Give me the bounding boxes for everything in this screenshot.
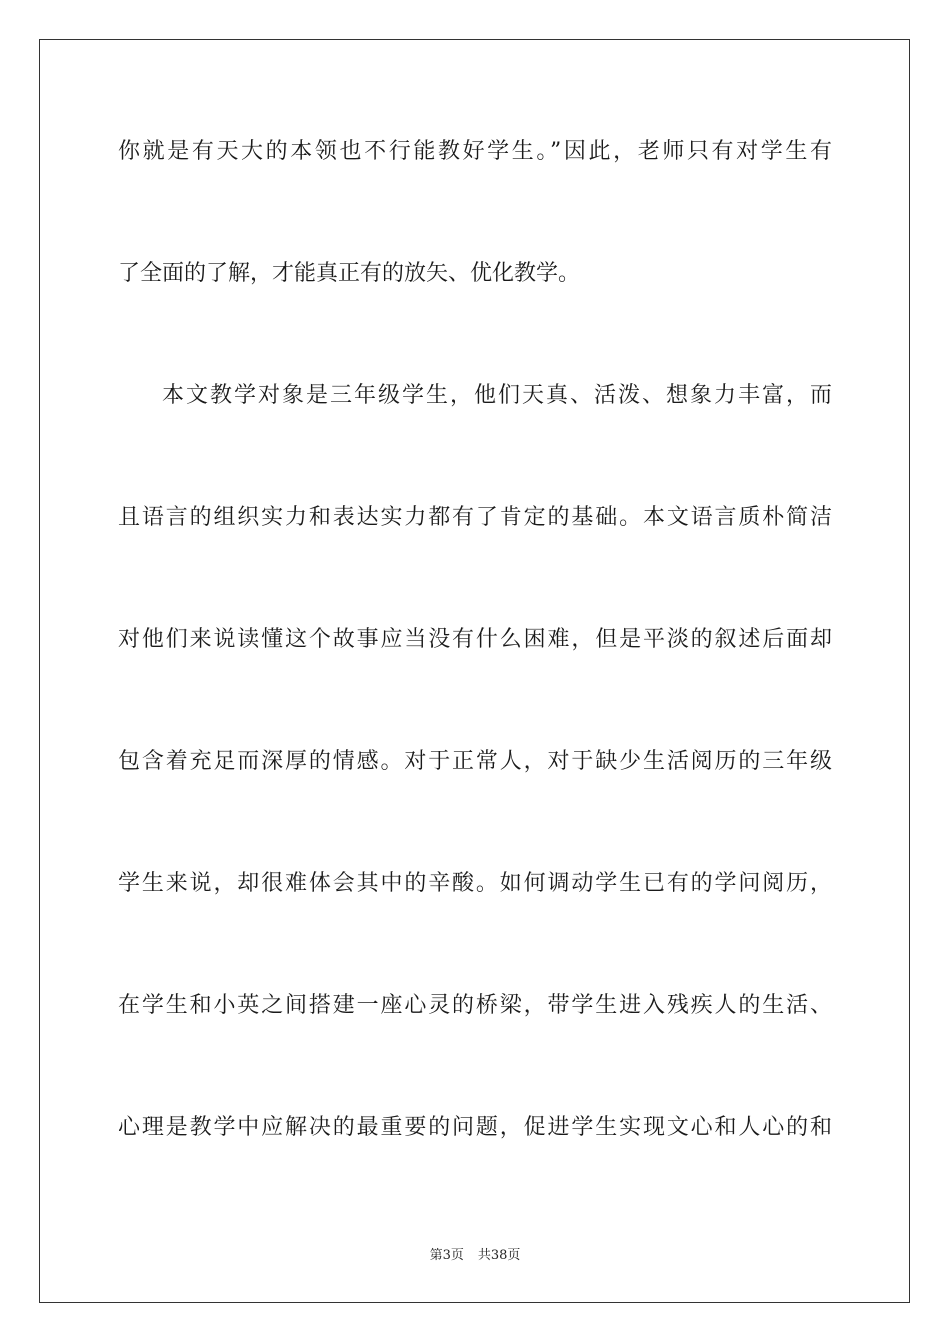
- text-line-4: 且语言的组织实力和表达实力都有了肯定的基础。本文语言质朴简洁: [118, 505, 832, 530]
- page-number-total: 共38页: [477, 1248, 521, 1263]
- text-line-5: 对他们来说读懂这个故事应当没有什么困难，但是平淡的叙述后面却: [118, 627, 832, 652]
- text-line-9: 心理是教学中应解决的最重要的问题，促进学生实现文心和人心的和: [118, 1115, 832, 1140]
- text-line-8: 在学生和小英之间搭建一座心灵的桥梁，带学生进入残疾人的生活、: [118, 993, 832, 1018]
- page-footer: [0, 1246, 950, 1266]
- paragraph-start-line: 本文教学对象是三年级学生，他们天真、活泼、想象力丰富，而: [162, 383, 832, 408]
- text-line-1: 你就是有天大的本领也不行能教好学生。”因此，老师只有对学生有: [118, 139, 832, 164]
- page-number-current: 第3页: [429, 1248, 464, 1263]
- text-line-7: 学生来说，却很难体会其中的辛酸。如何调动学生已有的学问阅历，: [118, 871, 832, 896]
- text-line-2: 了全面的了解，才能真正有的放矢、优化教学。: [118, 261, 581, 286]
- text-line-6: 包含着充足而深厚的情感。对于正常人，对于缺少生活阅历的三年级: [118, 749, 832, 774]
